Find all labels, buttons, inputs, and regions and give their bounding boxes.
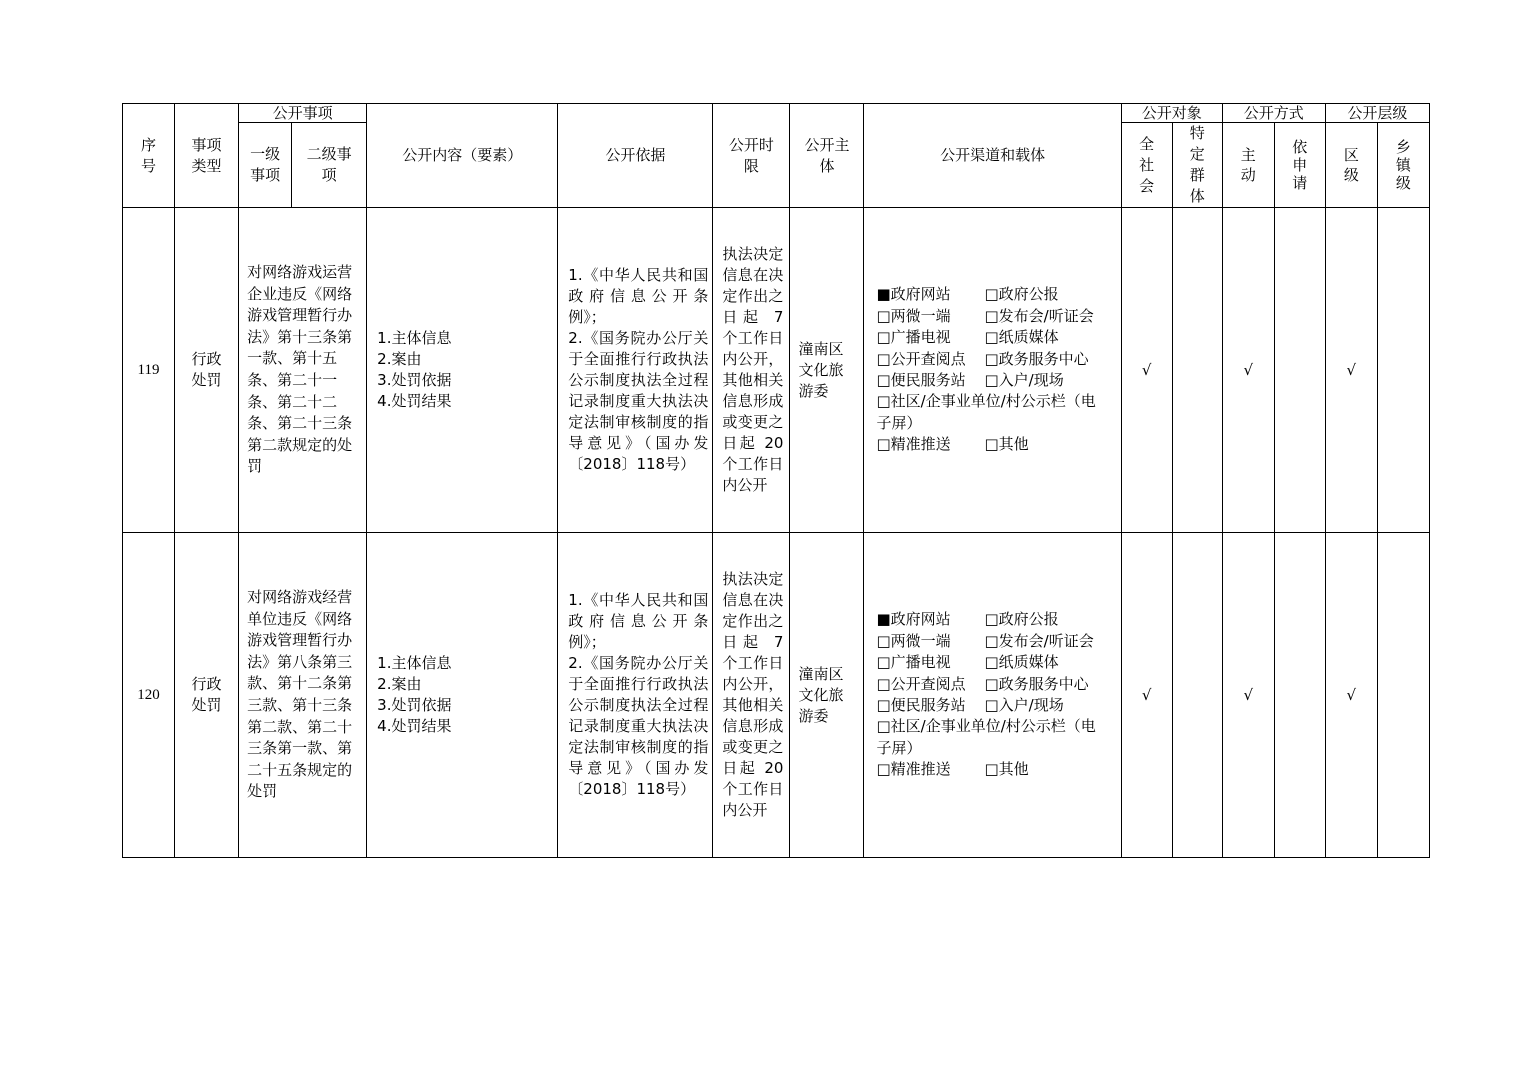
channel-print-media: □纸质媒体 bbox=[984, 328, 1059, 347]
row-content: 1.主体信息 2.案由 3.处罚依据 4.处罚结果 bbox=[367, 533, 558, 858]
header-item-group: 公开事项 bbox=[239, 104, 367, 123]
channel-press-hearing: □发布会/听证会 bbox=[984, 306, 1094, 325]
table-row bbox=[123, 533, 1430, 858]
channel-service-center: □政务服务中心 bbox=[984, 349, 1089, 368]
channel-targeted-push: □精准推送 bbox=[876, 435, 951, 454]
channel-print-media: □纸质媒体 bbox=[984, 653, 1059, 672]
channel-gov-gazette: □政府公报 bbox=[984, 285, 1059, 304]
channel-other: □其他 bbox=[984, 760, 1029, 779]
row-type: 行政 处罚 bbox=[175, 533, 239, 858]
header-level-group: 公开层级 bbox=[1325, 104, 1429, 123]
channel-gov-gazette: □政府公报 bbox=[984, 610, 1059, 629]
header-method-active: 主 动 bbox=[1222, 123, 1274, 208]
row-item: 对网络游戏经营单位违反《网络游戏管理暂行办法》第八条第三款、第十二条第三款、第十三条第二款、第二十三条第一款、第二十五条规定的处罚 bbox=[239, 533, 367, 858]
row-seq: 120 bbox=[123, 533, 175, 858]
channel-bulletin-board: □社区/企事业单位/村公示栏（电子屏） bbox=[876, 717, 1096, 757]
row-method-active: √ bbox=[1222, 533, 1274, 858]
row-seq: 119 bbox=[123, 208, 175, 533]
channel-gov-website: ■政府网站 bbox=[876, 610, 951, 629]
row-method-request bbox=[1274, 533, 1325, 858]
channel-bulletin-board: □社区/企事业单位/村公示栏（电子屏） bbox=[876, 392, 1096, 432]
row-basis: 1.《中华人民共和国政府信息公开条例》； 2.《国务院办公厅关于全面推行行政执法公示制度执法全过程记录制度重大执法决定法制审核制度的指导意见》（国办发〔2018〕118号） bbox=[558, 533, 713, 858]
row-obj-all: √ bbox=[1121, 208, 1172, 533]
row-item: 对网络游戏运营企业违反《网络游戏管理暂行办法》第十三条第一款、第十五条、第二十一条、第二十二条、第二十三条第二款规定的处罚 bbox=[239, 208, 367, 533]
row-subject: 潼南区文化旅游委 bbox=[790, 533, 864, 858]
row-obj-specific bbox=[1172, 533, 1222, 858]
header-level-town: 乡 镇 级 bbox=[1377, 123, 1429, 208]
row-obj-specific bbox=[1172, 208, 1222, 533]
row-time-limit: 执法决定信息在决定作出之日起 7 个工作日内公开，其他相关信息形成或变更之日起 20 个工作日内公开 bbox=[713, 533, 790, 858]
channel-convenience-station: □便民服务站 bbox=[876, 371, 966, 389]
row-level-district: √ bbox=[1325, 208, 1377, 533]
header-level1: 一级 事项 bbox=[239, 123, 292, 208]
channel-press-hearing: □发布会/听证会 bbox=[984, 631, 1094, 650]
header-obj-specific: 特 定 群 体 bbox=[1172, 123, 1222, 208]
channel-wechat-weibo-app: □两微一端 bbox=[876, 631, 951, 650]
header-seq: 序 号 bbox=[123, 104, 175, 208]
header-method-request: 依 申 请 bbox=[1274, 123, 1325, 208]
header-row-1 bbox=[123, 104, 1430, 123]
header-content: 公开内容（要素） bbox=[367, 104, 558, 208]
header-channel: 公开渠道和载体 bbox=[864, 104, 1121, 208]
channel-broadcast-tv: □广播电视 bbox=[876, 653, 951, 672]
channel-other: □其他 bbox=[984, 435, 1029, 454]
row-basis: 1.《中华人民共和国政府信息公开条例》； 2.《国务院办公厅关于全面推行行政执法公示制度执法全过程记录制度重大执法决定法制审核制度的指导意见》（国办发〔2018〕118号） bbox=[558, 208, 713, 533]
table-row bbox=[123, 208, 1430, 533]
channel-broadcast-tv: □广播电视 bbox=[876, 328, 951, 347]
row-channels bbox=[864, 208, 1121, 533]
row-method-request bbox=[1274, 208, 1325, 533]
header-basis: 公开依据 bbox=[558, 104, 713, 208]
header-level-district: 区 级 bbox=[1325, 123, 1377, 208]
row-level-town bbox=[1377, 533, 1429, 858]
disclosure-table bbox=[122, 103, 1430, 858]
row-type: 行政 处罚 bbox=[175, 208, 239, 533]
channel-door-to-door: □入户/现场 bbox=[984, 371, 1064, 389]
row-channels bbox=[864, 533, 1121, 858]
header-obj-all: 全 社 会 bbox=[1121, 123, 1172, 208]
channel-convenience-station: □便民服务站 bbox=[876, 696, 966, 714]
header-subject: 公开主 体 bbox=[790, 104, 864, 208]
row-method-active: √ bbox=[1222, 208, 1274, 533]
header-type: 事项 类型 bbox=[175, 104, 239, 208]
channel-reading-point: □公开查阅点 bbox=[876, 674, 966, 693]
channel-targeted-push: □精准推送 bbox=[876, 760, 951, 779]
row-level-town bbox=[1377, 208, 1429, 533]
header-level2: 二级事 项 bbox=[292, 123, 367, 208]
row-content: 1.主体信息 2.案由 3.处罚依据 4.处罚结果 bbox=[367, 208, 558, 533]
row-time-limit: 执法决定信息在决定作出之日起 7 个工作日内公开，其他相关信息形成或变更之日起 20 个工作日内公开 bbox=[713, 208, 790, 533]
header-object-group: 公开对象 bbox=[1121, 104, 1222, 123]
channel-service-center: □政务服务中心 bbox=[984, 674, 1089, 693]
header-method-group: 公开方式 bbox=[1222, 104, 1325, 123]
channel-door-to-door: □入户/现场 bbox=[984, 696, 1064, 714]
row-obj-all: √ bbox=[1121, 533, 1172, 858]
row-level-district: √ bbox=[1325, 533, 1377, 858]
row-subject: 潼南区文化旅游委 bbox=[790, 208, 864, 533]
channel-wechat-weibo-app: □两微一端 bbox=[876, 306, 951, 325]
header-time-limit: 公开时 限 bbox=[713, 104, 790, 208]
channel-reading-point: □公开查阅点 bbox=[876, 349, 966, 368]
channel-gov-website: ■政府网站 bbox=[876, 285, 951, 304]
